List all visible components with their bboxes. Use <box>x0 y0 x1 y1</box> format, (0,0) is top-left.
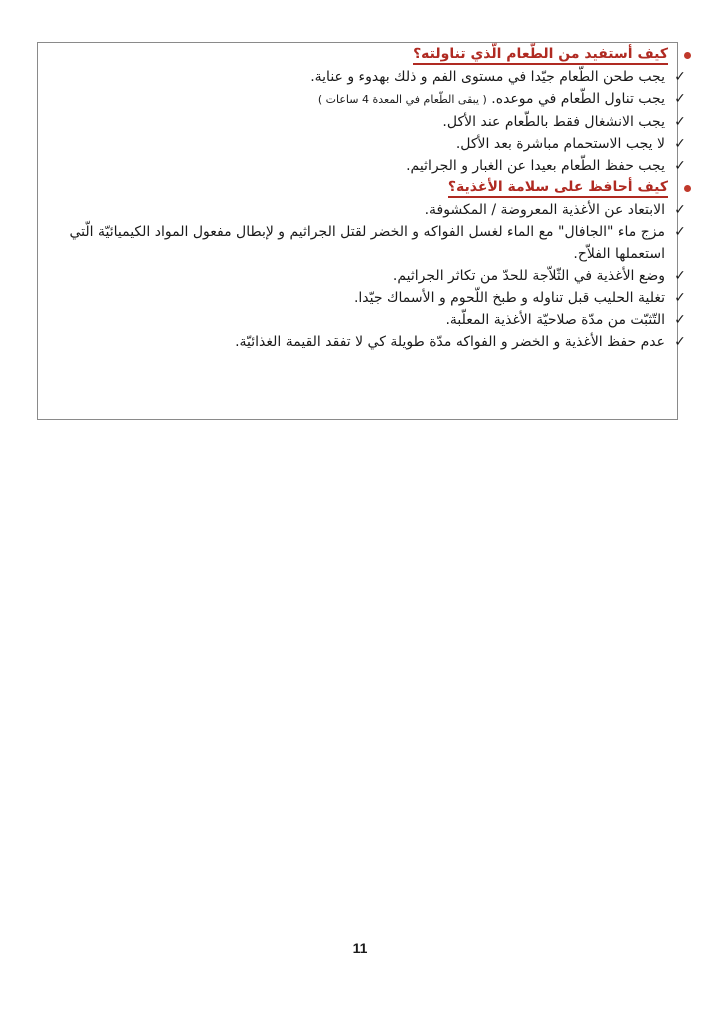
check-icon: ✓ <box>674 202 686 218</box>
check-icon: ✓ <box>674 268 686 284</box>
list-item-text: لا يجب الاستحمام مباشرة بعد الأكل. <box>455 136 665 152</box>
list-item <box>65 309 687 331</box>
list-item-text: تغلية الحليب قبل تناوله و طبخ اللّحوم و الأسماك جيّدا. <box>353 290 665 306</box>
list-item-text: يجب الانشغال فقط بالطّعام عند الأكل. <box>442 114 665 130</box>
list-item <box>65 111 687 133</box>
section-heading <box>65 177 699 199</box>
section-heading-text: كيف أستفيد من الطّعام الّذي تناولته؟ <box>413 45 668 65</box>
check-icon: ✓ <box>674 158 686 174</box>
list-item-text: عدم حفظ الأغذية و الخضر و الفواكه مدّة طويلة كي لا تفقد القيمة الغذائيّة. <box>235 334 665 350</box>
check-icon: ✓ <box>674 91 686 107</box>
bullet-icon <box>684 185 691 192</box>
list-item-text: التّثبّت من مدّة صلاحيّة الأغذية المعلّبة. <box>445 312 665 328</box>
section-heading <box>65 44 699 66</box>
check-icon: ✓ <box>674 69 686 85</box>
list-item <box>65 199 687 221</box>
list-item-text: يجب تناول الطّعام في موعده. <box>491 91 665 107</box>
list-item <box>65 88 687 111</box>
section-heading-text: كيف أحافظ على سلامة الأغذية؟ <box>448 178 668 198</box>
page-number: 11 <box>352 940 368 956</box>
check-icon: ✓ <box>674 114 686 130</box>
check-icon: ✓ <box>674 334 686 350</box>
list-item-body <box>65 88 665 111</box>
list-item <box>65 287 687 309</box>
document-body <box>65 44 686 353</box>
list-item-text: يجب حفظ الطّعام بعيدا عن الغبار و الجراثيم. <box>406 158 665 174</box>
list-item <box>65 265 687 287</box>
list-item <box>65 133 687 155</box>
list-item-text: وضع الأغذية في الثّلاّجة للحدّ من تكاثر الجراثيم. <box>392 268 665 284</box>
list-item-text: مزج ماء "الجافال" مع الماء لغسل الفواكه و الخضر لقتل الجراثيم و لإبطال مفعول المواد الكيميائيّة الّتي استعملها الفلاّح. <box>69 224 665 262</box>
list-item <box>65 221 687 265</box>
bullet-icon <box>684 52 691 59</box>
list-item-note: ( يبقى الطّعام في المعدة 4 ساعات ) <box>317 93 487 106</box>
check-icon: ✓ <box>674 136 686 152</box>
list-item-text: يجب طحن الطّعام جيّدا في مستوى الفم و ذلك بهدوء و عناية. <box>310 69 665 85</box>
list-item <box>65 66 687 88</box>
check-icon: ✓ <box>674 290 686 306</box>
list-item-text: الابتعاد عن الأغذية المعروضة / المكشوفة. <box>424 202 665 218</box>
check-icon: ✓ <box>674 312 686 328</box>
check-icon: ✓ <box>674 224 686 240</box>
list-item <box>65 155 687 177</box>
list-item <box>65 331 687 353</box>
